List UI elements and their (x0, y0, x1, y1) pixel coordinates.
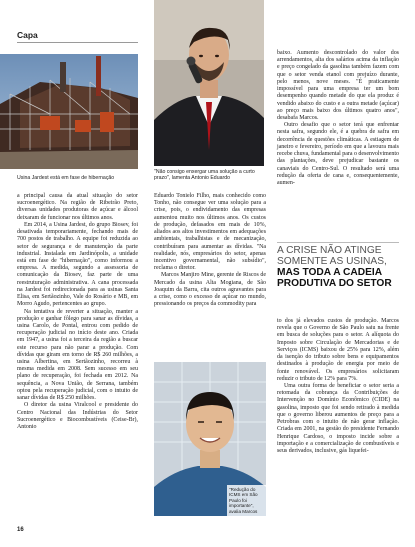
page-number: 16 (17, 527, 24, 533)
pull-quote (277, 245, 399, 289)
pull-quote-line1: A CRISE NÃO ATINGE SOMENTE AS USINAS, (277, 245, 387, 267)
factory-photo (0, 54, 138, 169)
article-column-3-bottom (277, 318, 399, 455)
col1-paragraph: O diretor da usina Viralcool e presidente do Centro Nacional das Indústrias do Setor Sucroenergético e Biocombustíveis (Ceise-Br), Antonio (17, 402, 138, 430)
article-column-3-top (277, 50, 399, 187)
portrait-marcos (154, 362, 266, 516)
portrait-antonio (154, 0, 264, 166)
col2-paragraph: Marcos Manjiro Mine, gerente de Riscos de Mercado da usina Alta Mogiana, de São Joaquim da Barra, cita outros agravantes para a crise, como o excesso de açúcar no mundo, pressionando os preços da commodity para (154, 272, 266, 308)
section-rule (17, 42, 138, 43)
pull-quote-line2: MAS TODA A CADEIA PRODUTIVA DO SETOR (277, 267, 392, 289)
col1-paragraph: Na tentativa de reverter a situação, manter a produção e ganhar fôlego para sanar as dívidas, a usina Carolo, de Pontal, entrou com pedido de recuperação judicial no início deste ano. Criada em 1947, a usina foi a terceira da região a buscar este recurso para não parar a produção. Com dívidas que giram em torno de R$ 260 milhões, a usina Albertina, em Sertãozinho, recorreu à mesma medida em 2008. Sem sucesso em seu plano de recuperação, foi fechada em 2012. Na sequência, a Nova União, de Serrana, também optou pela recuperação judicial, com o intuito de sanar dívidas de R$ 250 milhões. (17, 308, 138, 402)
factory-caption: Usina Jardest está em fase de hibernação (17, 175, 115, 181)
col3-paragraph: to dos já elevados custos de produção. Marcos revela que o Governo de São Paulo saiu na frente em busca de soluções para o setor. A alíquota do Imposto sobre Circulação de Mercadorias e de Serviços (ICMS) baixou de 25% para 12%, além da isenção do tributo sobre bens e equipamentos destinados à produção de energia por meio de fonte renovável. Os empresários solicitaram reduzir o tributo de 12% para 7%. (277, 318, 399, 382)
col3-paragraph: Uma outra forma de beneficiar o setor seria a retomada da cobrança da Contribuições de Intervenção no Domínio Econômico (CIDE) na gasolina, imposto que foi sendo retirado à medida que o governo liberou aumentos de preço para a Petrobras com o intuito de não gerar inflação. Criada em 2001, na gestão do presidente Fernando Henrique Cardoso, o imposto incide sobre a importação e a comercialização de combustíveis e seus derivados, inclusive, gás liquefei- (277, 382, 399, 454)
portrait-marcos-caption: "Redução do ICMS em São Paulo foi importante", avalia Marcos (227, 485, 266, 516)
col3-paragraph: Outro desafio que o setor terá que enfrentar nesta safra, segundo ele, é a quebra de safra em decorrência de questões climáticas. A estiagem de janeiro e fevereiro, período em que a lavoura mais recebe chuva, fundamental para o desenvolvimento das plantações, deve prejudicar bastante os canaviais do Centro-Sul. O resultado será uma redução da oferta de cana e, consequentemente, aumen- (277, 122, 399, 186)
section-label: Capa (17, 30, 38, 40)
article-column-1 (17, 193, 138, 431)
pull-quote-rule (277, 242, 399, 243)
col3-paragraph: baixo. Aumento descontrolado do valor dos arrendamentos, alta dos salários acima da inflação e preço congelado da gasolina também fazem com que o setor venda etanol com prejuízo durante, pelo menos, nove meses. "É praticamente impossível para uma empresa ter um bom desempenho quando metade do que ela produz é vendido abaixo do custo e a outra metade (açúcar) ao preço mais baixo dos últimos quatro anos", desabafa Marcos. (277, 50, 399, 121)
col1-paragraph: Em 2014, a Usina Jardest, do grupo Biosev, foi desativada temporariamente, fechando mais de 700 postos de trabalho. A equipe foi reduzida ao setor de segurança e de manutenção da parte industrial. Instalada em Jardinópolis, a unidade está em fase de "hibernação", como informou a empresa. A medida, segundo a assessoria de comunicação da Biosev, faz parte de uma reestruturação administrativa. A cana processada na Jardest foi redirecionada para as usinas Santa Elisa, em Sertãozinho, Vale do Rosário e MB, em Morro Agudo, pertencentes ao grupo. (17, 221, 138, 308)
article-column-2 (154, 193, 266, 309)
portrait-antonio-caption: "Não consigo enxergar uma solução a curto prazo", lamenta Antonio Eduardo (154, 169, 255, 182)
col1-paragraph: a principal causa da atual situação do setor sucroenergético. Na região de Ribeirão Preto, diversas unidades produtoras de açúcar e álcool deixaram de funcionar nos últimos anos. (17, 193, 138, 221)
col2-paragraph: Eduardo Tonielo Filho, mais conhecido como Tonho, não consegue ver uma solução para a crise, pois, o endividamento das empresas aumentou muito nos últimos anos. Os custos de produção, defasados em mais de 10%, aliados aos altos investimentos em adequações ambientais, trabalhistas e de mecanização, contribuíram para aumentar as dívidas. "Na realidade, nós, empresários do setor, apenas incentivo governamental, não subsídio", reclama o diretor. (154, 193, 266, 272)
